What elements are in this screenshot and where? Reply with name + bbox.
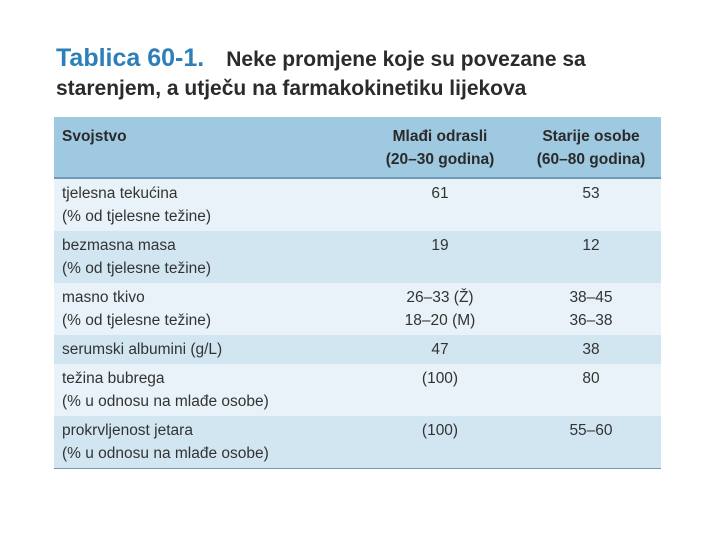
header-young-adults: Mlađi odrasli (20–30 godina)	[359, 117, 521, 178]
caption-text-1: Neke promjene koje su povezane sa	[226, 48, 586, 71]
header-older-adults: Starije osobe (60–80 godina)	[521, 117, 661, 178]
row-old-value: 12	[582, 237, 600, 254]
caption-line-1	[56, 44, 676, 74]
table-row	[54, 231, 661, 283]
row-young-value: 61	[431, 185, 449, 202]
table-row	[54, 283, 661, 335]
row-label: tjelesna tekućina (% od tjelesne težine)	[62, 185, 212, 225]
row-label: serumski albumini (g/L)	[62, 341, 223, 358]
row-old-value: 55–60	[521, 416, 661, 469]
row-old-value: 38–45 36–38	[569, 289, 613, 329]
row-label: bezmasna masa (% od tjelesne težine)	[62, 237, 212, 277]
row-old-value: 80	[582, 370, 600, 387]
row-young-value: (100)	[421, 370, 459, 387]
row-label: masno tkivo (% od tjelesne težine)	[62, 289, 212, 329]
header-row	[54, 117, 661, 178]
table-row	[54, 178, 661, 231]
row-young-value: 19	[431, 237, 449, 254]
row-young-value: 26–33 (Ž) 18–20 (M)	[404, 289, 476, 329]
row-old-value: 53	[582, 185, 600, 202]
row-label: prokrvljenost jetara (% u odnosu na mlađe osobe)	[54, 416, 359, 469]
row-young-value: (100)	[359, 416, 521, 469]
header-property: Svojstvo	[54, 117, 359, 178]
table-row	[54, 364, 661, 416]
row-young-value: 47	[431, 341, 449, 358]
table-row	[54, 335, 661, 364]
pharmacokinetics-table	[54, 117, 661, 469]
row-label: težina bubrega (% u odnosu na mlađe osobe)	[62, 370, 269, 410]
table-number: Tablica 60-1.	[56, 44, 205, 72]
caption-line-2: starenjem, a utječu na farmakokinetiku lijekova	[56, 77, 527, 100]
table-row	[54, 416, 661, 469]
row-old-value: 38	[582, 341, 600, 358]
table-caption	[56, 44, 676, 103]
data-table-container	[54, 117, 661, 469]
